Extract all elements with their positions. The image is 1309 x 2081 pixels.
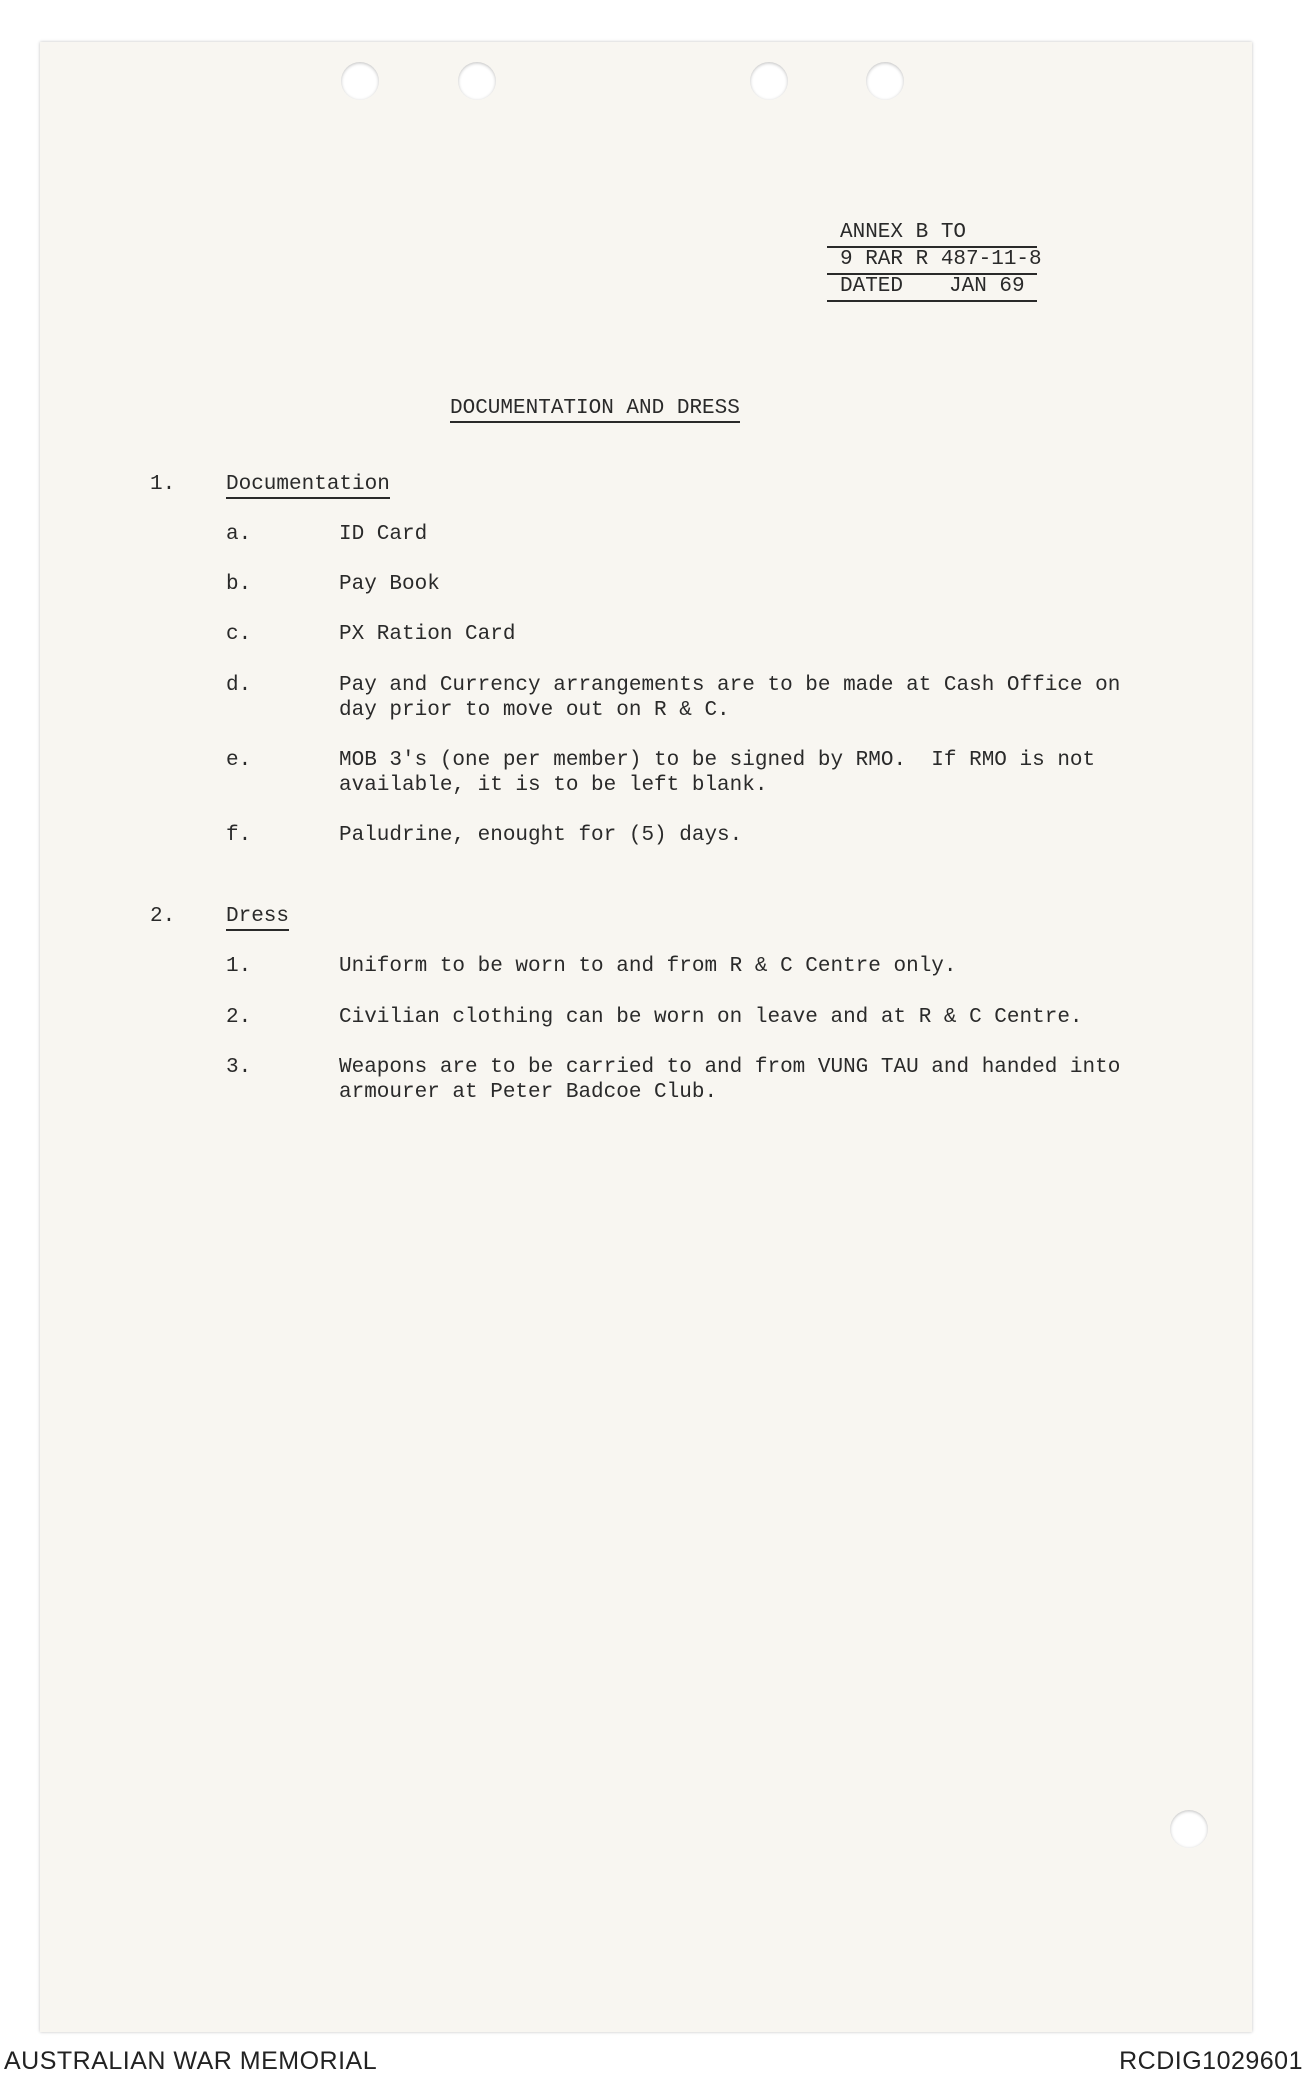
annex-dated-value: JAN 69 xyxy=(949,275,1025,298)
item-letter: f. xyxy=(226,824,252,847)
item-text: ID Card xyxy=(339,523,428,546)
item-text: Pay Book xyxy=(339,573,440,596)
item-text: Weapons are to be carried to and from VUNG TAU and handed into xyxy=(339,1056,1121,1079)
annex-rule xyxy=(827,300,1037,302)
footer-right: RCDIG1029601 xyxy=(1119,2047,1303,2075)
item-text: Paludrine, enought for (5) days. xyxy=(339,824,743,847)
punch-hole xyxy=(866,62,904,100)
item-text: Civilian clothing can be worn on leave and at R & C Centre. xyxy=(339,1006,1083,1029)
annex-line1: ANNEX B TO xyxy=(840,221,967,244)
item-text: available, it is to be left blank. xyxy=(339,774,768,797)
item-number: 2. xyxy=(226,1006,252,1029)
page-title: DOCUMENTATION AND DRESS xyxy=(450,396,740,421)
section-number: 1. xyxy=(150,473,176,496)
section-heading: Dress xyxy=(226,904,289,929)
item-text: MOB 3's (one per member) to be signed by RMO. If RMO is not xyxy=(339,749,1096,772)
punch-hole xyxy=(341,62,379,100)
item-text: PX Ration Card xyxy=(339,623,516,646)
item-letter: d. xyxy=(226,674,252,697)
item-letter: e. xyxy=(226,749,252,772)
item-number: 3. xyxy=(226,1056,252,1079)
section-number: 2. xyxy=(150,905,176,928)
punch-hole xyxy=(750,62,788,100)
punch-hole xyxy=(458,62,496,100)
item-letter: b. xyxy=(226,573,252,596)
footer-left: AUSTRALIAN WAR MEMORIAL xyxy=(4,2047,378,2075)
document-sheet xyxy=(40,42,1252,2032)
item-text: Uniform to be worn to and from R & C Centre only. xyxy=(339,955,957,978)
item-text: armourer at Peter Badcoe Club. xyxy=(339,1081,718,1104)
annex-dated-label: DATED xyxy=(840,275,904,298)
punch-hole xyxy=(1170,1810,1208,1848)
section-heading: Documentation xyxy=(226,472,390,497)
item-letter: a. xyxy=(226,523,252,546)
item-number: 1. xyxy=(226,955,252,978)
annex-line2: 9 RAR R 487-11-8 xyxy=(840,248,1042,271)
item-letter: c. xyxy=(226,623,252,646)
item-text: day prior to move out on R & C. xyxy=(339,699,730,722)
item-text: Pay and Currency arrangements are to be made at Cash Office on xyxy=(339,674,1121,697)
